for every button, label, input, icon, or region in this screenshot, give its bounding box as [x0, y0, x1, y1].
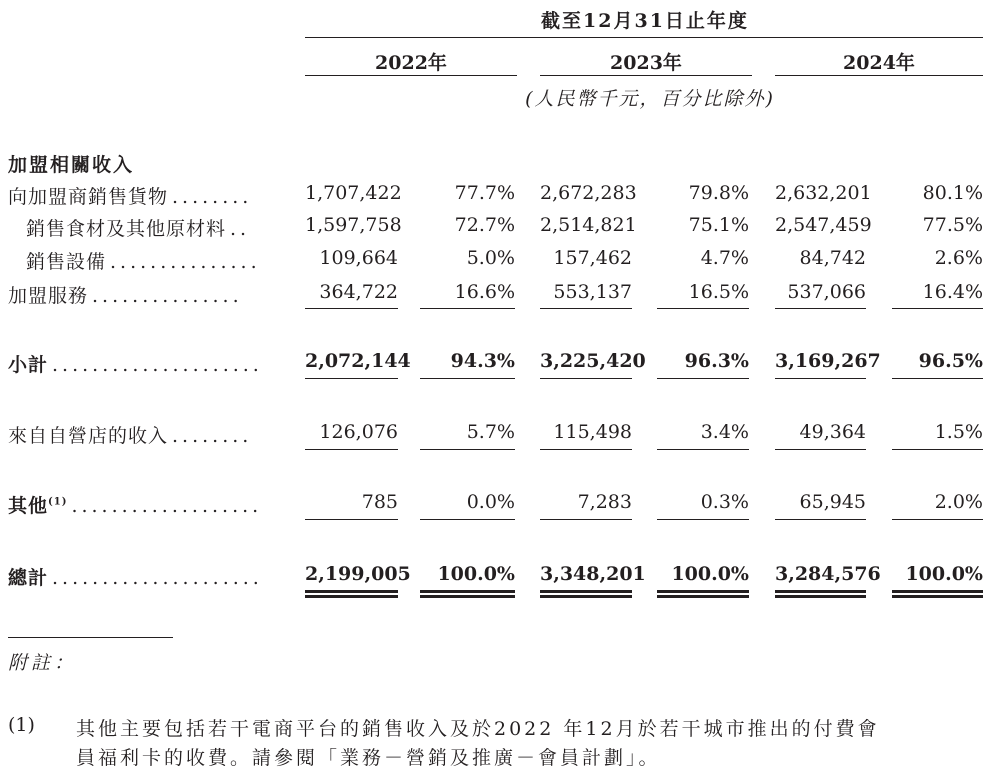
row-label-total — [8, 563, 278, 590]
cell-underline — [775, 519, 866, 520]
percent-cell: 2.6% — [934, 247, 983, 269]
amount-cell: 115,498 — [553, 421, 632, 443]
amount-cell: 2,072,144 — [305, 350, 411, 372]
row-label-self_operated — [8, 421, 278, 448]
row-label-text: 其他 — [8, 495, 49, 517]
year-2023-header: 2023年 — [610, 52, 682, 74]
total-double-underline — [420, 590, 515, 598]
row-label-text: 銷售食材及其他原材料 — [26, 218, 227, 240]
amount-cell: 2,672,283 — [540, 182, 637, 204]
cell-underline — [420, 519, 515, 520]
section-title: 加盟相關收入 — [8, 154, 135, 176]
percent-cell: 3.4% — [700, 421, 749, 443]
unit-note: (人民幣千元，百分比除外) — [525, 88, 775, 110]
row-label-subtotal — [8, 350, 278, 377]
amount-cell: 109,664 — [319, 247, 398, 269]
cell-underline — [420, 449, 515, 450]
cell-underline — [775, 308, 866, 309]
amount-cell: 2,547,459 — [775, 214, 872, 236]
percent-cell: 16.6% — [454, 281, 515, 303]
cell-underline — [540, 449, 632, 450]
amount-cell: 3,169,267 — [775, 350, 881, 372]
amount-cell: 3,284,576 — [775, 563, 881, 585]
percent-cell: 94.3% — [450, 350, 515, 372]
year-2023-rule — [540, 75, 752, 76]
percent-cell: 5.0% — [466, 247, 515, 269]
footnote-line-1: 其他主要包括若干電商平台的銷售收入及於2022 年12月於若干城市推出的付費會 — [76, 718, 880, 740]
row-label-rows-3 — [8, 281, 278, 308]
notes-rule — [8, 637, 173, 638]
cell-underline — [775, 378, 866, 379]
percent-cell: 80.1% — [922, 182, 983, 204]
row-label-rows-1 — [26, 214, 278, 241]
cell-underline — [420, 378, 515, 379]
percent-cell: 79.8% — [688, 182, 749, 204]
percent-cell: 5.7% — [466, 421, 515, 443]
total-double-underline — [540, 590, 632, 598]
percent-cell: 4.7% — [700, 247, 749, 269]
amount-cell: 7,283 — [577, 491, 632, 513]
percent-cell: 100.0% — [437, 563, 515, 585]
percent-cell: 96.5% — [918, 350, 983, 372]
period-rule — [305, 37, 983, 38]
percent-cell: 96.3% — [684, 350, 749, 372]
total-double-underline — [657, 590, 749, 598]
total-double-underline — [305, 590, 398, 598]
leader-dots: ........ — [172, 186, 253, 208]
year-2024-rule — [775, 75, 983, 76]
cell-underline — [657, 378, 749, 379]
cell-underline — [657, 449, 749, 450]
leader-dots: ................... — [71, 495, 263, 517]
leader-dots: ..................... — [52, 567, 263, 589]
leader-dots: ............... — [110, 251, 261, 273]
amount-cell: 1,597,758 — [305, 214, 402, 236]
year-2022-rule — [305, 75, 517, 76]
year-2024-header: 2024年 — [843, 52, 915, 74]
leader-dots: ............... — [92, 285, 243, 307]
percent-cell: 16.5% — [688, 281, 749, 303]
percent-cell: 0.0% — [466, 491, 515, 513]
cell-underline — [775, 449, 866, 450]
percent-cell: 100.0% — [671, 563, 749, 585]
percent-cell: 0.3% — [700, 491, 749, 513]
cell-underline — [420, 308, 515, 309]
amount-cell: 785 — [361, 491, 398, 513]
period-title: 截至12月31日止年度 — [541, 10, 749, 32]
leader-dots: ........ — [172, 425, 253, 447]
percent-cell: 1.5% — [934, 421, 983, 443]
cell-underline — [305, 378, 398, 379]
amount-cell: 3,348,201 — [540, 563, 646, 585]
cell-underline — [305, 308, 398, 309]
percent-cell: 75.1% — [688, 214, 749, 236]
row-label-rows-2 — [26, 247, 278, 274]
amount-cell: 537,066 — [787, 281, 866, 303]
percent-cell: 72.7% — [454, 214, 515, 236]
amount-cell: 364,722 — [319, 281, 398, 303]
total-double-underline — [775, 590, 866, 598]
leader-dots: .. — [230, 218, 251, 240]
cell-underline — [305, 519, 398, 520]
amount-cell: 3,225,420 — [540, 350, 646, 372]
cell-underline — [305, 449, 398, 450]
row-label-text: 加盟服務 — [8, 285, 89, 307]
amount-cell: 1,707,422 — [305, 182, 402, 204]
year-2022-header: 2022年 — [375, 52, 447, 74]
amount-cell: 553,137 — [553, 281, 632, 303]
amount-cell: 157,462 — [553, 247, 632, 269]
footnote-number: (1) — [8, 714, 35, 736]
amount-cell: 2,632,201 — [775, 182, 872, 204]
percent-cell: 16.4% — [922, 281, 983, 303]
footnote-line-2: 員福利卡的收費。請參閱「業務－營銷及推廣－會員計劃」。 — [76, 747, 661, 769]
leader-dots: ..................... — [52, 354, 263, 376]
row-label-others — [8, 491, 278, 518]
percent-cell: 2.0% — [934, 491, 983, 513]
row-label-rows-0 — [8, 182, 278, 209]
amount-cell: 65,945 — [799, 491, 866, 513]
cell-underline — [892, 449, 983, 450]
amount-cell: 84,742 — [799, 247, 866, 269]
row-label-text: 總計 — [8, 567, 49, 589]
cell-underline — [892, 519, 983, 520]
notes-title: 附註： — [8, 652, 78, 674]
percent-cell: 77.5% — [922, 214, 983, 236]
footnote-ref: (1) — [48, 496, 68, 508]
percent-cell: 100.0% — [905, 563, 983, 585]
row-label-text: 小計 — [8, 354, 49, 376]
total-double-underline — [892, 590, 983, 598]
amount-cell: 49,364 — [799, 421, 866, 443]
cell-underline — [540, 308, 632, 309]
amount-cell: 2,199,005 — [305, 563, 411, 585]
row-label-text: 來自自營店的收入 — [8, 425, 169, 447]
cell-underline — [892, 378, 983, 379]
row-label-text: 向加盟商銷售貨物 — [8, 186, 169, 208]
cell-underline — [657, 308, 749, 309]
cell-underline — [657, 519, 749, 520]
amount-cell: 2,514,821 — [540, 214, 637, 236]
percent-cell: 77.7% — [454, 182, 515, 204]
cell-underline — [892, 308, 983, 309]
cell-underline — [540, 378, 632, 379]
cell-underline — [540, 519, 632, 520]
amount-cell: 126,076 — [319, 421, 398, 443]
row-label-text: 銷售設備 — [26, 251, 107, 273]
